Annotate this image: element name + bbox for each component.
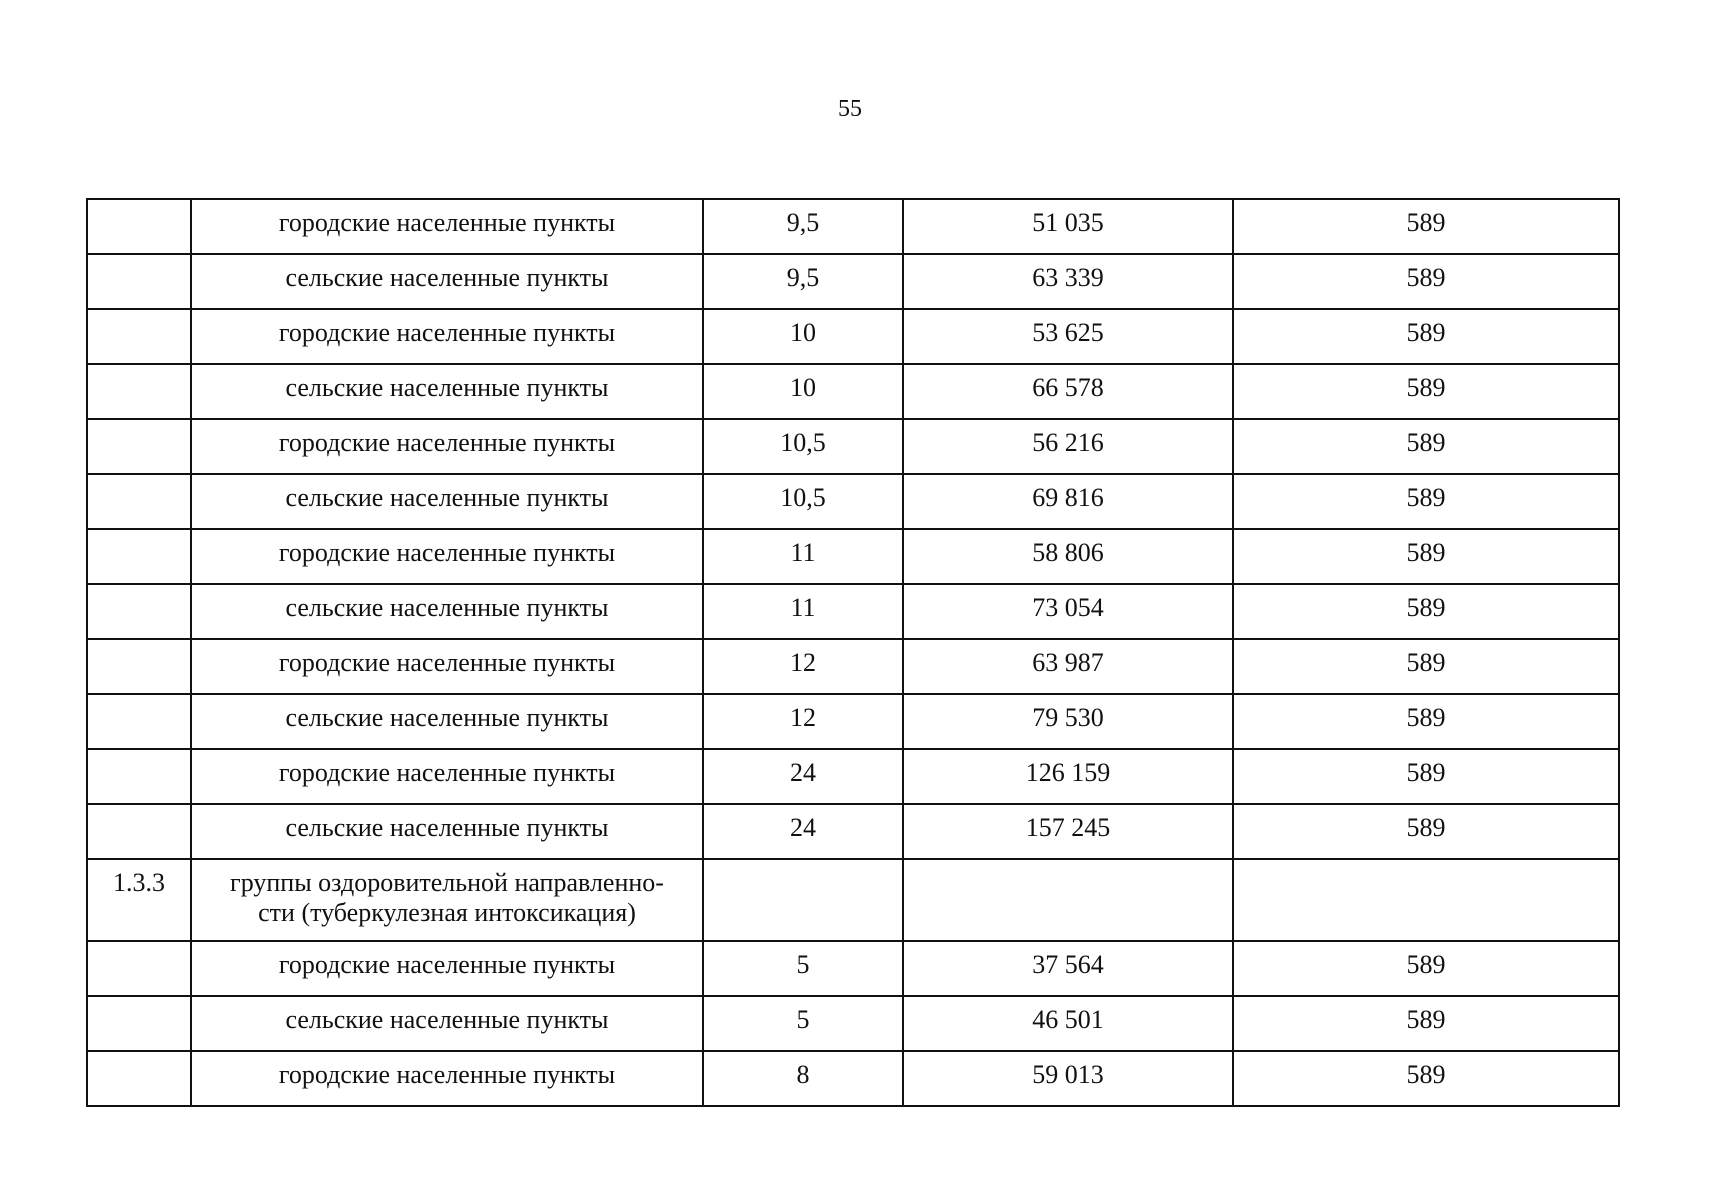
table-row <box>87 1051 1619 1106</box>
row-number-cell <box>87 474 191 529</box>
table-row <box>87 941 1619 996</box>
row-value-1-cell: 5 <box>703 996 903 1051</box>
row-value-2-cell: 56 216 <box>903 419 1233 474</box>
row-name-cell: сельские населенные пункты <box>191 804 703 859</box>
row-value-3-cell: 589 <box>1233 419 1619 474</box>
row-name-cell: сельские населенные пункты <box>191 996 703 1051</box>
row-value-1-cell: 10 <box>703 364 903 419</box>
row-name-cell: городские населенные пункты <box>191 941 703 996</box>
row-value-2-cell: 58 806 <box>903 529 1233 584</box>
row-value-3-cell: 589 <box>1233 639 1619 694</box>
row-name-cell: городские населенные пункты <box>191 309 703 364</box>
row-name-cell: городские населенные пункты <box>191 529 703 584</box>
row-name-cell: сельские населенные пункты <box>191 584 703 639</box>
row-value-1-cell: 9,5 <box>703 254 903 309</box>
table-row <box>87 639 1619 694</box>
table-row <box>87 584 1619 639</box>
table-row <box>87 529 1619 584</box>
row-value-2-cell: 79 530 <box>903 694 1233 749</box>
row-value-1-cell: 10,5 <box>703 474 903 529</box>
row-value-1-cell: 11 <box>703 529 903 584</box>
row-number-cell <box>87 364 191 419</box>
row-value-3-cell: 589 <box>1233 941 1619 996</box>
row-value-3-cell <box>1233 859 1619 941</box>
row-value-3-cell: 589 <box>1233 529 1619 584</box>
row-value-2-cell: 126 159 <box>903 749 1233 804</box>
row-name-cell: сельские населенные пункты <box>191 694 703 749</box>
row-value-3-cell: 589 <box>1233 694 1619 749</box>
row-value-3-cell: 589 <box>1233 254 1619 309</box>
row-value-2-cell: 46 501 <box>903 996 1233 1051</box>
row-value-2-cell: 69 816 <box>903 474 1233 529</box>
row-number-cell <box>87 254 191 309</box>
table-row <box>87 309 1619 364</box>
row-name-cell: городские населенные пункты <box>191 419 703 474</box>
table-row <box>87 694 1619 749</box>
row-value-1-cell: 10 <box>703 309 903 364</box>
row-name-cell: сельские населенные пункты <box>191 254 703 309</box>
row-value-1-cell: 24 <box>703 749 903 804</box>
row-number-cell <box>87 749 191 804</box>
row-value-2-cell: 37 564 <box>903 941 1233 996</box>
table-row <box>87 254 1619 309</box>
row-name-cell: городские населенные пункты <box>191 639 703 694</box>
table-section-row <box>87 859 1619 941</box>
row-value-2-cell: 73 054 <box>903 584 1233 639</box>
row-value-2-cell: 63 987 <box>903 639 1233 694</box>
row-value-1-cell: 5 <box>703 941 903 996</box>
row-value-2-cell: 63 339 <box>903 254 1233 309</box>
table-row <box>87 804 1619 859</box>
row-value-3-cell: 589 <box>1233 364 1619 419</box>
row-value-2-cell: 157 245 <box>903 804 1233 859</box>
tariff-table <box>86 198 1620 1107</box>
row-value-3-cell: 589 <box>1233 474 1619 529</box>
row-number-cell <box>87 639 191 694</box>
row-name-cell: сельские населенные пункты <box>191 364 703 419</box>
row-value-1-cell: 12 <box>703 639 903 694</box>
row-value-3-cell: 589 <box>1233 584 1619 639</box>
table-row <box>87 419 1619 474</box>
table-row <box>87 749 1619 804</box>
row-value-1-cell <box>703 859 903 941</box>
row-value-3-cell: 589 <box>1233 199 1619 254</box>
table-body <box>87 199 1619 1106</box>
row-number-cell <box>87 529 191 584</box>
row-name-cell: городские населенные пункты <box>191 1051 703 1106</box>
row-value-2-cell: 53 625 <box>903 309 1233 364</box>
row-value-2-cell <box>903 859 1233 941</box>
row-value-3-cell: 589 <box>1233 804 1619 859</box>
row-value-3-cell: 589 <box>1233 1051 1619 1106</box>
row-value-2-cell: 66 578 <box>903 364 1233 419</box>
table-row <box>87 364 1619 419</box>
page-number: 55 <box>838 96 862 122</box>
row-number-cell <box>87 309 191 364</box>
row-value-3-cell: 589 <box>1233 309 1619 364</box>
row-number-cell <box>87 804 191 859</box>
row-value-2-cell: 51 035 <box>903 199 1233 254</box>
row-number-cell <box>87 199 191 254</box>
table-row <box>87 199 1619 254</box>
row-number-cell <box>87 1051 191 1106</box>
row-value-1-cell: 12 <box>703 694 903 749</box>
row-name-cell: сельские населенные пункты <box>191 474 703 529</box>
row-value-1-cell: 11 <box>703 584 903 639</box>
table-row <box>87 474 1619 529</box>
row-value-3-cell: 589 <box>1233 749 1619 804</box>
row-number-cell <box>87 694 191 749</box>
row-name-cell: группы оздоровительной направленно- сти (туберкулезная интоксикация) <box>191 859 703 941</box>
row-value-3-cell: 589 <box>1233 996 1619 1051</box>
row-name-cell: городские населенные пункты <box>191 749 703 804</box>
row-number-cell <box>87 584 191 639</box>
row-value-1-cell: 9,5 <box>703 199 903 254</box>
row-number-cell <box>87 941 191 996</box>
row-number-cell: 1.3.3 <box>87 859 191 941</box>
row-number-cell <box>87 419 191 474</box>
table-row <box>87 996 1619 1051</box>
row-value-2-cell: 59 013 <box>903 1051 1233 1106</box>
row-name-cell: городские населенные пункты <box>191 199 703 254</box>
row-number-cell <box>87 996 191 1051</box>
row-value-1-cell: 8 <box>703 1051 903 1106</box>
row-value-1-cell: 10,5 <box>703 419 903 474</box>
row-value-1-cell: 24 <box>703 804 903 859</box>
